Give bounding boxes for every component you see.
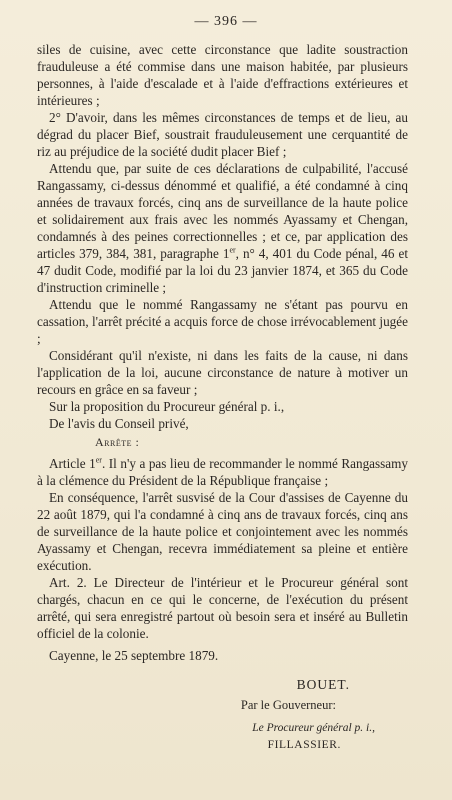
article-2: Art. 2. Le Directeur de l'intérieur et le Procureur général sont chargés, chacun en ce qui le concerne, de l'exécution du présent arrêté, qui sera enregistré partout où besoin sera et inséré au Bulletin officiel de la colonie.	[37, 575, 408, 641]
article-1: Article 1er. Il n'y a pas lieu de recommander le nommé Rangassamy à la clémence du Président de la République française ;	[37, 455, 408, 488]
paragraph: 2° D'avoir, dans les mêmes circonstances de temps et de lieu, au dégrad du placer Bief, soustrait frauduleusement une cerquantité de riz au préjudice de la société dudit placer Bief ;	[37, 110, 408, 159]
signature-block	[37, 676, 408, 754]
paragraph: De l'avis du Conseil privé,	[49, 416, 189, 431]
signature-name: BOUET.	[296, 677, 350, 692]
page-number: — 396 —	[194, 14, 258, 29]
paragraph: Attendu que, par suite de ces déclarations de culpabilité, l'accusé Rangassamy, ci-dessus dénommé et qualifié, a été condamné à cinq années de travaux forcés, cinq ans de surveillance de la haute police et solidairement aux frais avec les nommés Ayassamy et Chengan, condamnés à des peines correctionnelles ; et ce, par application des articles 379, 384, 381, paragraphe 1er, n° 4, 401 du Code pénal, 46 et 47 dudit Code, modifié par la loi du 23 janvier 1874, et 365 du Code d'instruction criminelle ;	[37, 161, 408, 295]
article-consequence: En conséquence, l'arrêt susvisé de la Cour d'assises de Cayenne du 22 août 1879, qui l'a condamné à cinq ans de travaux forcés, cinq ans de surveillance de la haute police et conjointement avec les nommés Ayassamy et Chengan, recevra immédiatement sa pleine et entière exécution.	[37, 490, 408, 573]
signature-role: Le Procureur général p. i.,	[252, 722, 375, 734]
date-line: Cayenne, le 25 septembre 1879.	[49, 648, 219, 663]
arrete-heading: Arrête :	[95, 435, 140, 449]
paragraph: Sur la proposition du Procureur général p. i.,	[49, 399, 285, 414]
signature-by-line: Par le Gouverneur:	[240, 698, 336, 712]
signature-name-2: FILLASSIER.	[267, 739, 341, 751]
paragraph: Considérant qu'il n'existe, ni dans les faits de la cause, ni dans l'application de la loi, aucune circonstance de nature à motiver un recours en grâce en sa faveur ;	[37, 348, 408, 397]
body-text	[37, 41, 408, 754]
paragraph: siles de cuisine, avec cette circonstance que ladite soustraction frauduleuse a été commise dans une maison habitée, par plusieurs personnes, à l'aide d'escalade et à l'aide d'effractions extérieures et intérieures ;	[37, 42, 408, 108]
paragraph: Attendu que le nommé Rangassamy ne s'étant pas pourvu en cassation, l'arrêt précité a acquis force de chose irrévocablement jugée ;	[37, 297, 408, 346]
